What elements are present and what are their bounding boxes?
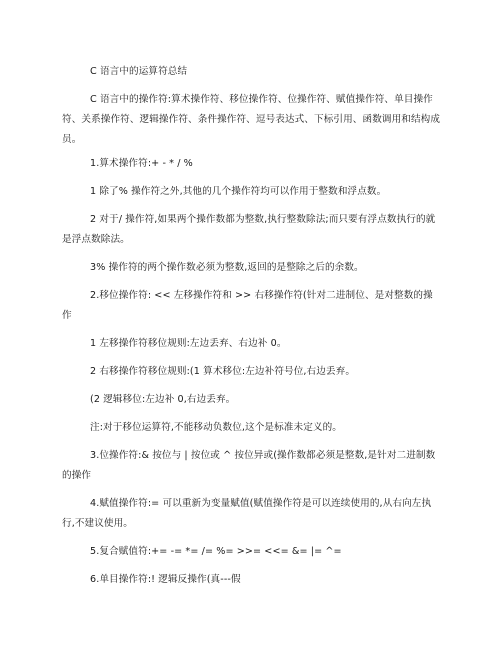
paragraph-arithmetic-note-1: 1 除了% 操作符之外,其他的几个操作符均可以作用于整数和浮点数。 [90,186,387,197]
paragraph-compound-assignment: 5.复合赋值符:+= -= *= /= %= >>= <<= &= |= ^= [90,546,342,557]
paragraph-shift-note: 注:对于移位运算符,不能移动负数位,这个是标准未定义的。 [90,422,342,433]
paragraph-bitwise-heading: 3.位操作符:& 按位与 | 按位或 ^ 按位异或(操作数都必须是整数,是针对二进制数的操作 [62,450,436,481]
paragraph-arithmetic-note-3: 3% 操作符的两个操作数必须为整数,返回的是整除之后的余数。 [90,262,364,273]
paragraph-arithmetic-heading: 1.算术操作符:+ - * / % [90,158,193,169]
paragraph-shift-right-rule: 2 右移操作符移位规则:(1 算术移位:左边补符号位,右边丢弃。 [90,366,356,377]
paragraph-assignment-heading: 4.赋值操作符:= 可以重新为变量赋值(赋值操作符是可以连续使用的,从右向左执行,不建议使用。 [62,498,432,529]
paragraph-shift-heading: 2.移位操作符: << 左移操作符和 >> 右移操作符(针对二进制位、是对整数的操作 [62,290,433,321]
paragraph-unary-heading: 6.单目操作符:! 逻辑反操作(真---假 [90,574,241,585]
paragraph-operators-overview: C 语言中的操作符:算术操作符、移位操作符、位操作符、赋值操作符、单目操作符、关系操作符、逻辑操作符、条件操作符、逗号表达式、下标引用、函数调用和结构成员。 [62,94,441,145]
paragraph-logical-shift: (2 逻辑移位:左边补 0,右边丢弃。 [90,394,236,405]
paragraph-shift-left-rule: 1 左移操作符移位规则:左边丢弃、右边补 0。 [90,338,287,349]
paragraph-arithmetic-note-2: 2 对于/ 操作符,如果两个操作数都为整数,执行整数除法;而只要有浮点数执行的就是浮点数除法。 [62,214,436,245]
document-title: C 语言中的运算符总结 [90,66,188,77]
